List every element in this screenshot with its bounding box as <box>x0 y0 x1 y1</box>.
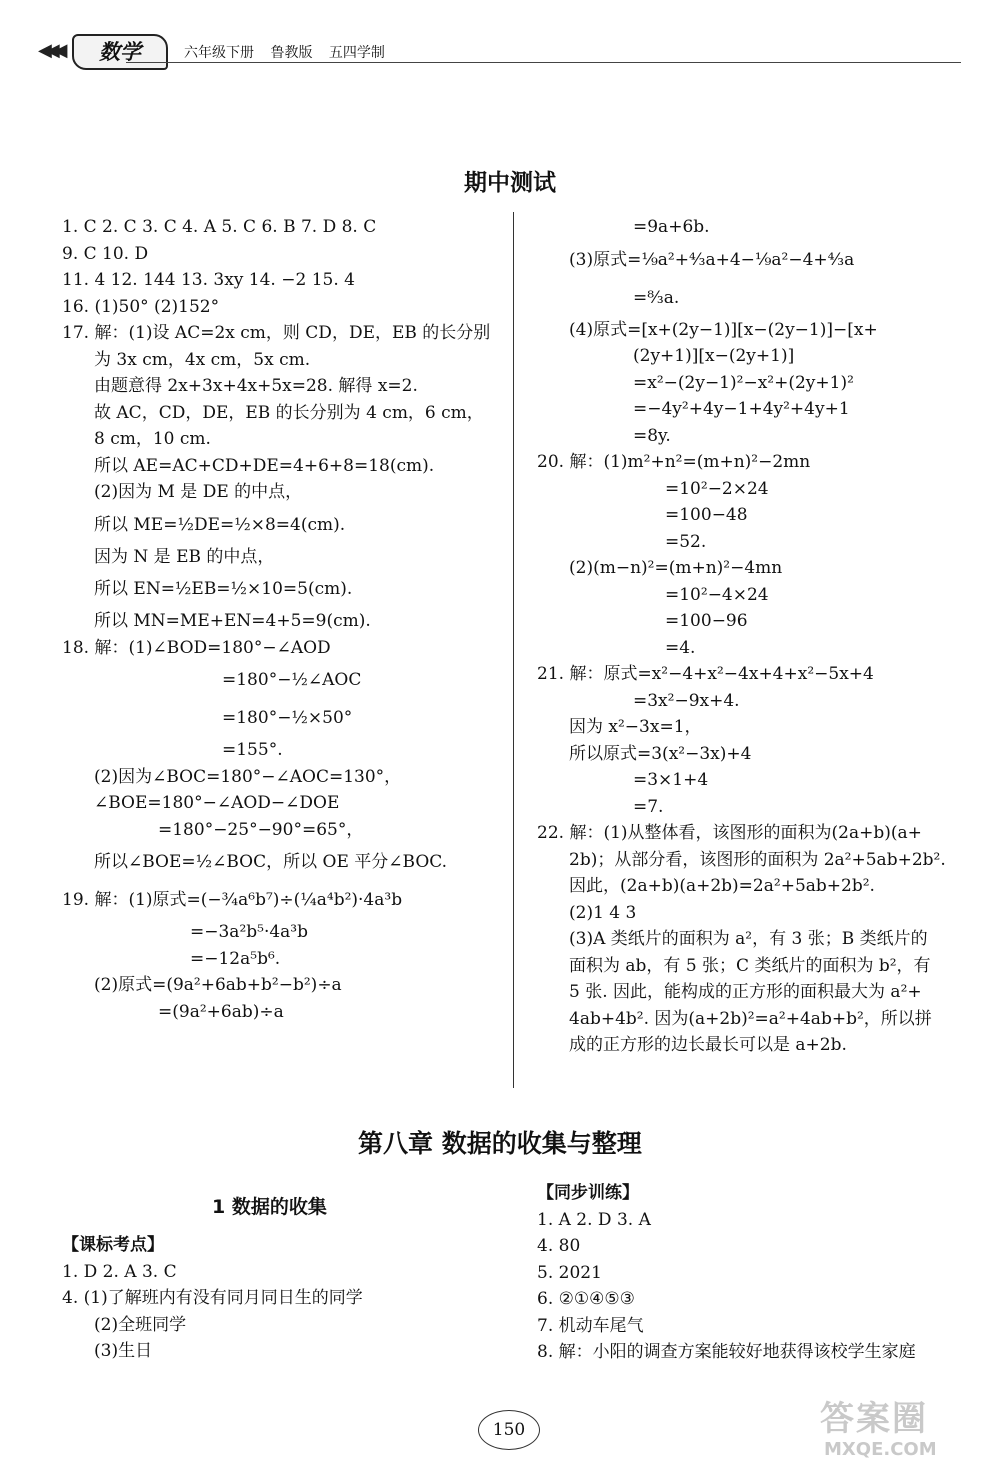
system-label: 五四学制 <box>328 45 385 61</box>
answer-line: 8 cm，10 cm. <box>94 429 211 449</box>
answer-line: (2)因为∠BOC=180°−∠AOC=130°， <box>94 766 402 787</box>
answer-line: =8y. <box>633 425 671 446</box>
answer-line: =180°−25°−90°=65°， <box>158 819 364 840</box>
answer-line: (2)全班同学 <box>94 1314 187 1335</box>
answer-line: 4ab+4b². 因为(a+2b)²=a²+4ab+b²，所以拼 <box>569 1008 932 1029</box>
answer-line: =10²−4×24 <box>665 584 769 605</box>
section-tag: 【同步训练】 <box>537 1183 639 1203</box>
chapter-title: 第八章 数据的收集与整理 <box>358 1129 642 1158</box>
answer-line: 1. A 2. D 3. A <box>537 1209 651 1230</box>
subject-badge: 数学 <box>72 34 168 70</box>
bottom-right-block <box>537 1180 977 1366</box>
answer-line: 所以∠BOE=½∠BOC，所以 OE 平分∠BOC. <box>94 852 448 872</box>
column-divider <box>513 212 514 1088</box>
answer-line: (3)原式=⅑a²+⁴⁄₃a+4−⅑a²−4+⁴⁄₃a <box>569 249 855 270</box>
section-tag: 【课标考点】 <box>62 1235 164 1255</box>
answer-line: 4. 80 <box>537 1236 581 1256</box>
edition-label: 鲁教版 <box>270 45 313 61</box>
answer-line: 1. C 2. C 3. C 4. A 5. C 6. B 7. D 8. C <box>62 217 377 237</box>
answer-line: 22. 解：(1)从整体看，该图形的面积为(2a+b)(a+ <box>537 823 922 843</box>
header-rule <box>126 62 961 63</box>
answer-line: =−4y²+4y−1+4y²+4y+1 <box>633 399 850 419</box>
answer-line: 16. (1)50° (2)152° <box>62 296 220 317</box>
answer-line: =4. <box>665 637 696 658</box>
answer-line: =100−96 <box>665 611 748 631</box>
answer-line: (3)A 类纸片的面积为 a²，有 3 张；B 类纸片的 <box>569 929 928 949</box>
answer-line: 5 张. 因此，能构成的正方形的面积最大为 a²+ <box>569 982 922 1002</box>
answer-line: (2)1 4 3 <box>569 902 637 923</box>
header-info <box>184 42 397 62</box>
watermark-bottom: MXQE.COM <box>824 1439 937 1460</box>
answer-line: 4. (1)了解班内有没有同月同日生的同学 <box>62 1288 363 1308</box>
answer-line: =3x²−9x+4. <box>633 690 740 711</box>
answer-line: (4)原式=[x+(2y−1)][x−(2y−1)]−[x+ <box>569 319 878 340</box>
answer-line: =(9a²+6ab)÷a <box>158 1001 284 1022</box>
answer-line: 由题意得 2x+3x+4x+5x=28. 解得 x=2. <box>94 376 418 396</box>
answer-line: 因为 x²−3x=1， <box>569 717 702 737</box>
answer-line: 所以原式=3(x²−3x)+4 <box>569 743 752 764</box>
triangle-arrows-icon: ◀◀◀ <box>38 40 62 61</box>
watermark-top: 答案圈 <box>820 1399 928 1439</box>
answer-line: 6. ②①④⑤③ <box>537 1289 635 1309</box>
answer-line: =x²−(2y−1)²−x²+(2y+1)² <box>633 372 854 393</box>
right-column <box>537 214 977 1059</box>
left-column <box>62 214 502 1025</box>
answer-line: 面积为 ab，有 5 张；C 类纸片的面积为 b²，有 <box>569 955 931 976</box>
watermark-logo <box>820 1400 990 1464</box>
answer-line: =−12a⁵b⁶. <box>190 948 281 969</box>
answer-line: 故 AC，CD，DE，EB 的长分别为 4 cm，6 cm， <box>94 402 484 423</box>
section-title: 期中测试 <box>464 170 556 196</box>
answer-line: (2)(m−n)²=(m+n)²−4mn <box>569 558 783 578</box>
answer-line: 1. D 2. A 3. C <box>62 1261 177 1282</box>
answer-line: 20. 解：(1)m²+n²=(m+n)²−2mn <box>537 452 811 472</box>
answer-line: =155°. <box>222 740 283 760</box>
answer-line: 所以 AE=AC+CD+DE=4+6+8=18(cm). <box>94 455 435 476</box>
answer-line: 2b)；从部分看，该图形的面积为 2a²+5ab+2b². <box>569 849 946 870</box>
answer-line: 为 3x cm，4x cm，5x cm. <box>94 349 311 370</box>
answer-line: 7. 机动车尾气 <box>537 1315 644 1336</box>
answer-line: (2)原式=(9a²+6ab+b²−b²)÷a <box>94 975 342 995</box>
answer-line: =3×1+4 <box>633 770 709 790</box>
answer-line: =180°−½∠AOC <box>222 670 362 690</box>
answer-line: 17. 解：(1)设 AC=2x cm，则 CD，DE，EB 的长分别 <box>62 323 491 343</box>
answer-line: 所以 EN=½EB=½×10=5(cm). <box>94 579 353 599</box>
answer-line: =52. <box>665 531 707 552</box>
answer-line: 因此，(2a+b)(a+2b)=2a²+5ab+2b². <box>569 876 875 896</box>
answer-line: 5. 2021 <box>537 1262 602 1283</box>
subsection-title: 1 数据的收集 <box>212 1196 327 1218</box>
answer-line: 所以 MN=ME+EN=4+5=9(cm). <box>94 611 371 631</box>
answer-line: 18. 解：(1)∠BOD=180°−∠AOD <box>62 637 331 658</box>
grade-label: 六年级下册 <box>184 45 254 61</box>
answer-line: =7. <box>633 796 664 817</box>
answer-line: 9. C 10. D <box>62 243 149 264</box>
answer-line: (2y+1)][x−(2y+1)] <box>633 346 795 366</box>
answer-line: =100−48 <box>665 505 748 525</box>
answer-line: 因为 N 是 EB 的中点， <box>94 546 275 567</box>
answer-line: 成的正方形的边长最长可以是 a+2b. <box>569 1035 847 1055</box>
answer-line: =−3a²b⁵·4a³b <box>190 922 309 942</box>
answer-line: 19. 解：(1)原式=(−¾a⁶b⁷)÷(¼a⁴b²)·4a³b <box>62 890 403 910</box>
answer-line: ∠BOE=180°−∠AOD−∠DOE <box>94 793 340 813</box>
answer-line: =9a+6b. <box>633 217 710 237</box>
answer-line: (2)因为 M 是 DE 的中点， <box>94 482 303 502</box>
bottom-left-block <box>62 1232 502 1365</box>
page-number: 150 <box>478 1410 540 1450</box>
answer-line: 8. 解：小阳的调查方案能较好地获得该校学生家庭 <box>537 1342 916 1362</box>
answer-line: 所以 ME=½DE=½×8=4(cm). <box>94 514 346 535</box>
answer-line: (3)生日 <box>94 1341 153 1361</box>
page-header <box>38 32 963 72</box>
answer-line: 11. 4 12. 144 13. 3xy 14. −2 15. 4 <box>62 270 355 290</box>
answer-line: 21. 解：原式=x²−4+x²−4x+4+x²−5x+4 <box>537 664 874 684</box>
answer-line: =10²−2×24 <box>665 478 769 499</box>
answer-line: =⁸⁄₃a. <box>633 287 680 308</box>
answer-line: =180°−½×50° <box>222 708 353 728</box>
